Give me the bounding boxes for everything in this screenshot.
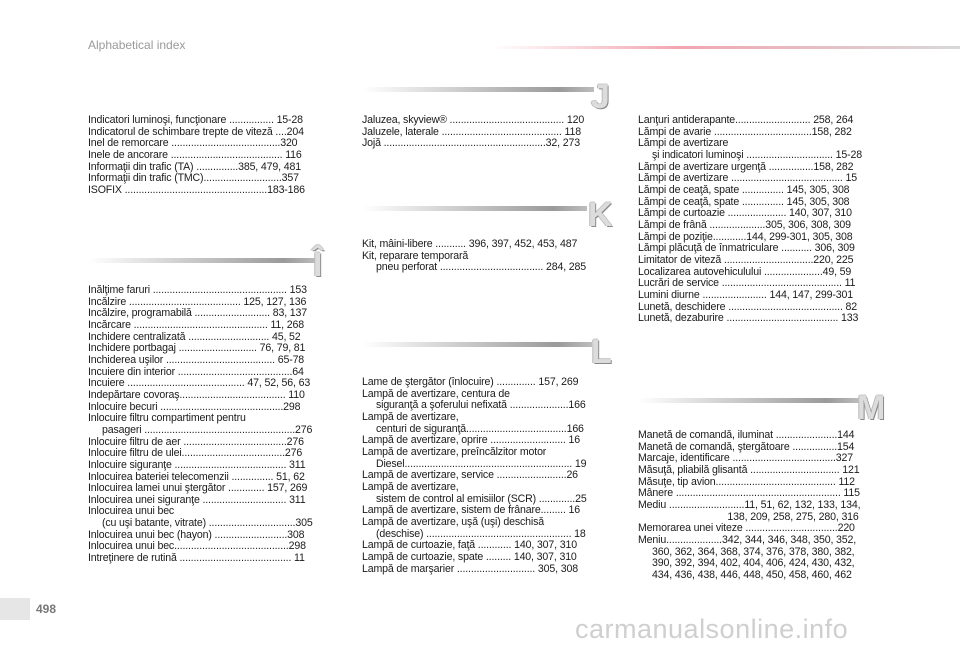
index-entry: Lucrări de service ........................................... 11 — [638, 278, 856, 290]
index-block-i-circumflex — [88, 285, 338, 565]
index-entry: Manetă de comandă, iluminat ......................144 — [638, 430, 855, 441]
index-entry: Inele de ancorare ........................................ 116 — [88, 149, 302, 161]
index-entry: siguranţă a şoferului nefixată .....................166 — [362, 400, 586, 412]
index-entry: Jaluzea, skyview® ......................................... 120 — [362, 115, 585, 126]
index-entry: Informaţii din trafic (TMC)............................357 — [88, 173, 299, 185]
index-entry: Lămpi de poziţie............144, 299-301, 305, 308 — [638, 231, 853, 243]
index-entry: Înlocuire becuri ............................................298 — [88, 401, 301, 413]
index-entry: Mediu ...........................11, 51, 62, 132, 133, 134, — [638, 499, 861, 511]
index-entry: Măsuţă, pliabilă glisantă ................................ 121 — [638, 464, 860, 476]
index-entry: Indicatori luminoşi, funcţionare ................ 15-28 — [88, 115, 303, 126]
index-entry: pasageri ......................................................276 — [88, 424, 313, 436]
index-entry: Lampă de avertizare, — [362, 481, 459, 493]
index-block-m — [638, 430, 890, 582]
index-entry: Lampă de avertizare, service .........................26 — [362, 470, 578, 482]
index-entry: Lămpi plăcuţă de înmatriculare ........... 306, 309 — [638, 243, 855, 255]
index-entry: Înlocuire siguranţe ........................................ 311 — [88, 459, 306, 471]
section-letter-l: L — [591, 333, 612, 371]
index-entry: centuri de siguranţă....................................166 — [362, 423, 584, 435]
index-entry: Lămpi de frână ....................305, 306, 308, 309 — [638, 219, 851, 231]
index-entry: Informaţii din trafic (TA) ...............385, 479, 481 — [88, 161, 301, 173]
index-entry: Jojă ..........................................................32, 273 — [362, 138, 580, 150]
index-entry: Lampă de avertizare, sistem de frânare......... 16 — [362, 505, 581, 517]
index-entry: Lămpi de ceaţă, spate ............... 145, 305, 308 — [638, 184, 850, 196]
index-block-l-continued — [638, 115, 890, 325]
index-entry: Lămpi de avarie ...................................158, 282 — [638, 126, 852, 138]
index-block-k — [362, 239, 616, 274]
index-entry: ISOFIX ...................................................183-186 — [88, 184, 305, 196]
index-entry: 390, 392, 394, 402, 404, 406, 424, 430, 432, — [638, 558, 855, 570]
index-entry: sistem de control al emisiilor (SCR) .............25 — [362, 493, 587, 505]
index-entry: Manetă de comandă, ştergătoare ................154 — [638, 441, 855, 453]
index-block-j — [362, 115, 616, 150]
index-entry: Lămpi de avertizare ........................................ 15 — [638, 173, 857, 185]
index-entry: Înlocuirea unui bec — [88, 506, 175, 518]
index-entry: Lame de ştergător (înlocuire) .............. 157, 269 — [362, 377, 579, 388]
index-entry: şi indicatori luminoşi ............................... 15-28 — [638, 149, 862, 161]
section-letter-i-circumflex: Î — [313, 246, 323, 284]
index-entry: Întreţinere de rutină ........................................ 11 — [88, 553, 305, 565]
index-entry: Jaluzele, laterale ........................................... 118 — [362, 126, 581, 138]
index-entry: Încălzire ........................................ 125, 127, 136 — [88, 296, 307, 308]
index-entry: Lampă de curtoazie, spate ......... 140, 307, 310 — [362, 551, 577, 563]
index-entry: Diesel............................................................ 19 — [362, 458, 587, 470]
section-rule-i-circumflex — [88, 258, 318, 263]
index-entry: Lanţuri antiderapante........................... 258, 264 — [638, 115, 854, 126]
index-entry: Lampă de avertizare, preîncălzitor motor — [362, 446, 547, 458]
watermark: carmanualsonline.info — [575, 614, 849, 644]
index-entry: Lunetă, dezaburire ........................................ 133 — [638, 313, 859, 325]
index-entry: Înlocuire filtru compartiment pentru — [88, 413, 246, 425]
index-entry: Lampă de curtoazie, faţă ............ 140, 307, 310 — [362, 540, 577, 552]
section-rule-k — [362, 206, 587, 211]
index-entry: Încărcare ................................................ 11, 268 — [88, 319, 304, 331]
index-block-l — [362, 377, 616, 575]
page-corner-tab — [0, 598, 30, 620]
index-entry: pneu perforat ..................................... 284, 285 — [362, 262, 587, 274]
index-entry: Încălzire, programabilă ........................... 83, 137 — [88, 308, 308, 320]
index-entry: Memorarea unei viteze .................................220 — [638, 523, 855, 535]
index-entry: Închidere portbagaj ............................ 76, 79, 81 — [88, 343, 306, 355]
index-entry: 360, 362, 364, 368, 374, 376, 378, 380, 382, — [638, 546, 855, 558]
index-entry: Marcaje, identificare .....................................327 — [638, 453, 854, 465]
index-entry: Limitator de viteză ................................220, 225 — [638, 254, 854, 266]
index-entry: Indicatorul de schimbare trepte de viteză ....204 — [88, 126, 304, 138]
index-entry: Lampă de avertizare, — [362, 411, 459, 423]
index-entry: Meniu....................342, 344, 346, 348, 350, 352, — [638, 534, 857, 546]
index-entry: Localizarea autovehiculului .....................49, 59 — [638, 266, 852, 278]
index-entry: Înlocuire filtru de aer .....................................276 — [88, 436, 304, 448]
header-rule — [490, 46, 960, 49]
index-entry: Îndepărtare covoraş...................................... 110 — [88, 389, 305, 401]
index-entry: Înlocuire filtru de ulei.....................................276 — [88, 448, 303, 460]
index-entry: (cu uşi batante, vitrate) ...............................305 — [88, 518, 313, 530]
page-header-title: Alphabetical index — [88, 38, 186, 52]
index-entry: Lampă de avertizare, uşă (uşi) deschisă — [362, 516, 544, 528]
index-entry: Închidere centralizată ............................. 45, 52 — [88, 331, 301, 343]
index-entry: Lumini diurne ....................... 144, 147, 299-301 — [638, 289, 853, 301]
index-entry: Inel de remorcare .......................................320 — [88, 138, 298, 150]
index-entry: Mânere ........................................................... 115 — [638, 488, 860, 500]
index-entry: 434, 436, 438, 446, 448, 450, 458, 460, 462 — [638, 569, 852, 581]
index-entry: Încuiere din interior .........................................64 — [88, 366, 304, 378]
index-entry: Kit, mâini-libere ........... 396, 397, 452, 453, 487 — [362, 239, 578, 250]
index-entry: Lămpi de avertizare — [638, 138, 729, 150]
index-block-i — [88, 115, 338, 197]
section-rule-m — [638, 398, 860, 403]
index-entry: Încuiere .......................................... 47, 52, 56, 63 — [88, 378, 311, 390]
section-rule-l — [362, 342, 592, 347]
index-entry: Lămpi de ceaţă, spate ............... 145, 305, 308 — [638, 196, 850, 208]
section-rule-j — [362, 87, 594, 92]
section-letter-m: M — [857, 389, 886, 427]
index-entry: Înlocuirea unui bec.........................................298 — [88, 541, 306, 553]
section-letter-j: J — [591, 78, 610, 116]
index-entry: Lămpi de curtoazie ..................... 140, 307, 310 — [638, 208, 852, 220]
index-entry: 138, 209, 258, 275, 280, 316 — [638, 511, 859, 523]
index-entry: Kit, reparare temporară — [362, 250, 469, 262]
page-number: 498 — [36, 602, 57, 616]
index-entry: Lampă de avertizare, oprire ........................... 16 — [362, 435, 580, 447]
index-entry: Lămpi de avertizare urgenţă ................158, 282 — [638, 161, 854, 173]
index-entry: Lunetă, deschidere ......................................... 82 — [638, 301, 858, 313]
index-entry: Lampă de marşarier ............................ 305, 308 — [362, 563, 578, 575]
index-entry: Lampă de avertizare, centura de — [362, 388, 510, 400]
section-letter-k: K — [588, 196, 613, 234]
index-entry: Măsuţe, tip avion........................................... 112 — [638, 476, 855, 488]
index-entry: Înlocuirea unui bec (hayon) ..........................308 — [88, 529, 305, 541]
index-entry: (deschise) .................................................... 18 — [362, 528, 586, 540]
index-entry: Înălţime faruri ................................................ 153 — [88, 285, 307, 296]
index-entry: Înlocuirea bateriei telecomenzii ............... 51, 62 — [88, 471, 305, 483]
index-entry: Înlocuirea unei siguranţe .............................. 311 — [88, 494, 306, 506]
index-entry: Închiderea uşilor ....................................... 65-78 — [88, 354, 305, 366]
index-entry: Înlocuirea lamei unui ştergător ............. 157, 269 — [88, 483, 308, 495]
